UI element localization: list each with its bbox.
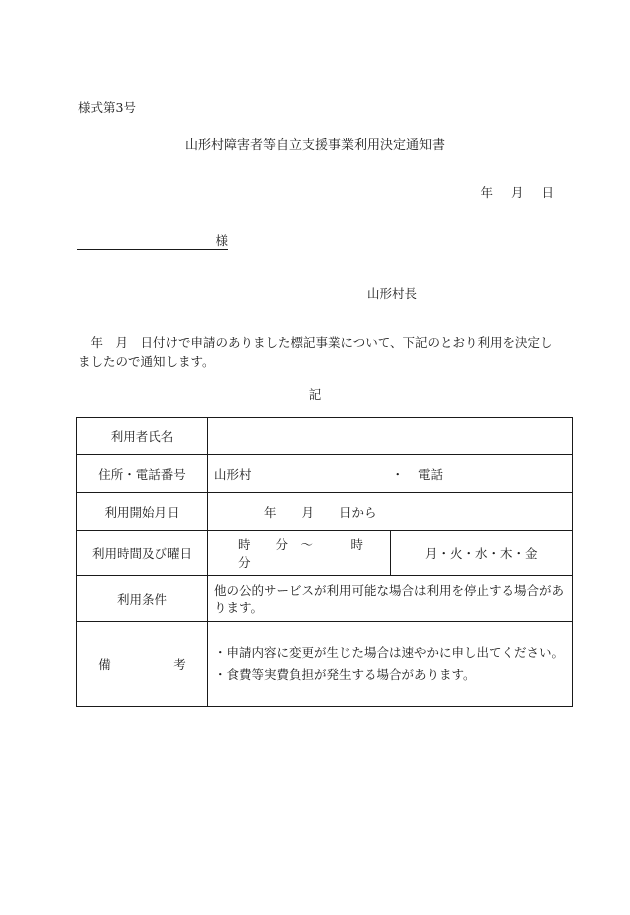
table-row-user-name — [77, 418, 573, 455]
table-row-start-date — [77, 493, 573, 531]
body-text: 年 月 日付けで申請のありました標記事業について、下記のとおり利用を決定しましたので通知します。 — [78, 335, 553, 369]
address-label: 住所・電話番号 — [77, 455, 208, 493]
recipient-suffix: 様 — [215, 233, 228, 248]
table-row-address — [77, 455, 573, 493]
table-row-conditions — [77, 576, 573, 622]
ki-heading: 記 — [308, 387, 322, 402]
address-prefix: 山形村 — [214, 466, 252, 482]
start-date-value: 年 月 日から — [208, 493, 573, 531]
remark-item: ・申請内容に変更が生じた場合は速やかに申し出てください。 — [214, 645, 565, 660]
info-table — [76, 417, 573, 707]
date-line — [480, 183, 554, 201]
table-row-remarks — [77, 622, 573, 707]
phone-label: 電話 — [418, 466, 444, 482]
address-value — [208, 455, 573, 493]
table-row-time — [77, 531, 573, 576]
date-month: 月 — [510, 185, 524, 200]
conditions-label: 利用条件 — [77, 576, 208, 622]
remark-item: ・食費等実費負担が発生する場合があります。 — [214, 667, 476, 682]
phone-dot: ・ — [391, 466, 405, 482]
conditions-value: 他の公的サービスが利用可能な場合は利用を停止する場合があります。 — [208, 576, 573, 622]
user-name-label: 利用者氏名 — [77, 418, 208, 455]
remarks-label: 備 考 — [77, 622, 208, 707]
form-number: 様式第3号 — [78, 100, 136, 115]
document-title: 山形村障害者等自立支援事業利用決定通知書 — [184, 138, 445, 153]
date-day: 日 — [541, 185, 554, 200]
recipient-line — [77, 233, 228, 250]
start-date-label: 利用開始月日 — [77, 493, 208, 531]
time-label: 利用時間及び曜日 — [77, 531, 208, 576]
user-name-value — [208, 418, 573, 455]
date-year: 年 — [480, 185, 493, 200]
issuer: 山形村長 — [367, 286, 418, 301]
weekdays: 月・火・水・木・金 — [390, 531, 573, 576]
remarks-value — [208, 622, 573, 707]
time-value: 時 分 ～ 時 分 — [208, 531, 391, 576]
